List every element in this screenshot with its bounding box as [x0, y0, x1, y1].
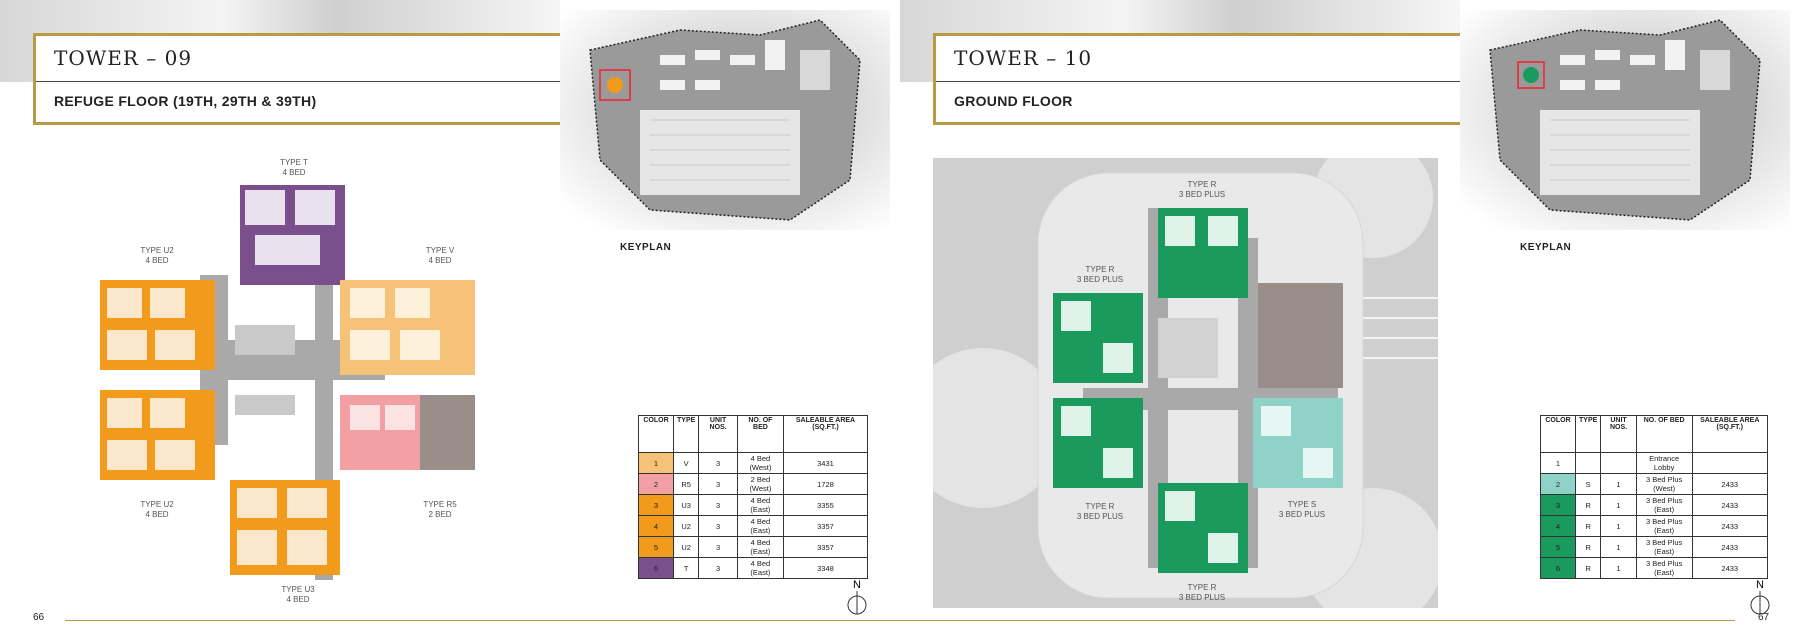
unit-type-v — [340, 280, 475, 375]
area-cell: 3355 — [783, 495, 867, 516]
unit-type-u2-bottom — [100, 390, 215, 480]
footer-rule — [900, 620, 1735, 621]
legend-header-cell: UNIT NOS. — [1601, 416, 1636, 453]
color-swatch-cell: 6 — [1541, 558, 1576, 579]
bed-cell: 4 Bed (East) — [737, 558, 783, 579]
type-cell: U2 — [674, 516, 699, 537]
footer-rule — [65, 620, 900, 621]
color-swatch-cell: 5 — [639, 537, 674, 558]
legend-row — [1541, 516, 1768, 537]
unit-count-cell: 3 — [699, 474, 738, 495]
bed-cell: 3 Bed Plus (East) — [1636, 516, 1692, 537]
page-number: 67 — [1758, 612, 1770, 623]
legend-row — [1541, 558, 1768, 579]
legend-row — [639, 537, 868, 558]
type-cell: T — [674, 558, 699, 579]
legend-row — [639, 474, 868, 495]
keyplan-label: KEYPLAN — [1520, 242, 1572, 253]
legend-header-cell: UNIT NOS. — [699, 416, 738, 453]
title-divider — [36, 81, 566, 82]
legend-header-row — [639, 416, 868, 453]
tower-title: TOWER – 09 — [54, 46, 193, 70]
unit-label-type-s: TYPE S 3 BED PLUS — [1278, 500, 1326, 519]
type-cell — [1576, 453, 1601, 474]
legend-row — [639, 516, 868, 537]
bed-cell: 3 Bed Plus (East) — [1636, 495, 1692, 516]
tower-10-floor-plan — [933, 158, 1438, 608]
type-cell: R — [1576, 537, 1601, 558]
floor-title: REFUGE FLOOR (19TH, 29TH & 39TH) — [54, 93, 317, 109]
area-cell: 2433 — [1692, 516, 1768, 537]
bed-cell: 4 Bed (East) — [737, 516, 783, 537]
legend-row — [1541, 453, 1768, 474]
unit-label-type-r-west-upper: TYPE R 3 BED PLUS — [1076, 265, 1124, 284]
legend-header-cell: SALEABLE AREA (SQ.FT.) — [783, 416, 867, 453]
color-swatch-cell: 6 — [639, 558, 674, 579]
area-cell — [1692, 453, 1768, 474]
unit-count-cell: 3 — [699, 516, 738, 537]
unit-type-u2-top — [100, 280, 215, 370]
type-cell: R — [1576, 495, 1601, 516]
unit-label-type-u2-top: TYPE U2 4 BED — [140, 246, 174, 265]
unit-count-cell: 3 — [699, 453, 738, 474]
legend-header-cell: NO. OF BED — [1636, 416, 1692, 453]
legend-row — [1541, 474, 1768, 495]
legend-row — [639, 558, 868, 579]
unit-label-type-r5: TYPE R5 2 BED — [423, 500, 457, 519]
unit-type-t — [240, 185, 345, 285]
type-cell: V — [674, 453, 699, 474]
tower-09-floor-plan — [95, 180, 515, 580]
unit-count-cell: 3 — [699, 537, 738, 558]
unit-type-r-west-upper — [1053, 293, 1143, 383]
unit-type-r-bottom — [1158, 483, 1248, 573]
unit-count-cell — [1601, 453, 1636, 474]
keyplan-map — [560, 10, 890, 230]
unit-count-cell: 1 — [1601, 537, 1636, 558]
legend-row — [639, 453, 868, 474]
north-compass-icon — [1748, 577, 1772, 617]
unit-label-type-r-top: TYPE R 3 BED PLUS — [1178, 180, 1226, 199]
area-cell: 2433 — [1692, 558, 1768, 579]
keyplan-map — [1460, 10, 1790, 230]
area-cell: 2433 — [1692, 474, 1768, 495]
color-swatch-cell: 2 — [639, 474, 674, 495]
color-swatch-cell: 2 — [1541, 474, 1576, 495]
unit-label-type-v: TYPE V 4 BED — [425, 246, 455, 265]
title-divider — [936, 81, 1466, 82]
unit-type-s — [1253, 398, 1343, 488]
legend-row — [639, 495, 868, 516]
bed-cell: Entrance Lobby — [1636, 453, 1692, 474]
area-cell: 2433 — [1692, 495, 1768, 516]
unit-count-cell: 1 — [1601, 558, 1636, 579]
type-cell: S — [1576, 474, 1601, 495]
area-cell: 2433 — [1692, 537, 1768, 558]
type-cell: R5 — [674, 474, 699, 495]
legend-header-row — [1541, 416, 1768, 453]
compass-label: N — [853, 579, 861, 591]
unit-type-r5 — [340, 395, 475, 470]
area-cell: 3431 — [783, 453, 867, 474]
legend-header-cell: SALEABLE AREA (SQ.FT.) — [1692, 416, 1768, 453]
bed-cell: 4 Bed (East) — [737, 495, 783, 516]
bed-cell: 4 Bed (West) — [737, 453, 783, 474]
color-swatch-cell: 4 — [1541, 516, 1576, 537]
legend-row — [1541, 495, 1768, 516]
color-swatch-cell: 1 — [1541, 453, 1576, 474]
area-cell: 3348 — [783, 558, 867, 579]
area-cell: 1728 — [783, 474, 867, 495]
floor-title: GROUND FLOOR — [954, 93, 1073, 109]
keyplan-label: KEYPLAN — [620, 242, 672, 253]
bed-cell: 4 Bed (East) — [737, 537, 783, 558]
legend-header-cell: COLOR — [639, 416, 674, 453]
unit-type-u3 — [230, 480, 340, 575]
color-swatch-cell: 5 — [1541, 537, 1576, 558]
compass-label: N — [1756, 579, 1764, 591]
color-swatch-cell: 1 — [639, 453, 674, 474]
unit-count-cell: 3 — [699, 495, 738, 516]
unit-label-type-t: TYPE T 4 BED — [280, 158, 308, 177]
unit-label-type-u3: TYPE U3 4 BED — [281, 585, 315, 604]
area-cell: 3357 — [783, 516, 867, 537]
unit-label-type-r-bottom: TYPE R 3 BED PLUS — [1178, 583, 1226, 602]
unit-legend-table — [1540, 415, 1768, 579]
page-number: 66 — [33, 612, 45, 623]
title-box — [933, 33, 1469, 125]
bed-cell: 3 Bed Plus (East) — [1636, 558, 1692, 579]
unit-count-cell: 1 — [1601, 516, 1636, 537]
legend-row — [1541, 537, 1768, 558]
unit-legend-table — [638, 415, 868, 579]
type-cell: U3 — [674, 495, 699, 516]
unit-count-cell: 3 — [699, 558, 738, 579]
area-cell: 3357 — [783, 537, 867, 558]
unit-label-type-u2-bottom: TYPE U2 4 BED — [140, 500, 174, 519]
unit-type-r-west-lower — [1053, 398, 1143, 488]
color-swatch-cell: 3 — [1541, 495, 1576, 516]
legend-header-cell: NO. OF BED — [737, 416, 783, 453]
page-67 — [900, 0, 1800, 642]
type-cell: R — [1576, 516, 1601, 537]
entrance-lobby — [1258, 283, 1343, 388]
legend-header-cell: COLOR — [1541, 416, 1576, 453]
north-compass-icon — [845, 577, 869, 617]
unit-type-r-top — [1158, 208, 1248, 298]
bed-cell: 2 Bed (West) — [737, 474, 783, 495]
unit-count-cell: 1 — [1601, 495, 1636, 516]
color-swatch-cell: 3 — [639, 495, 674, 516]
bed-cell: 3 Bed Plus (West) — [1636, 474, 1692, 495]
tower-title: TOWER – 10 — [954, 46, 1093, 70]
type-cell: R — [1576, 558, 1601, 579]
legend-header-cell: TYPE — [1576, 416, 1601, 453]
color-swatch-cell: 4 — [639, 516, 674, 537]
unit-label-type-r-west-lower: TYPE R 3 BED PLUS — [1076, 502, 1124, 521]
title-box — [33, 33, 569, 125]
legend-header-cell: TYPE — [674, 416, 699, 453]
unit-count-cell: 1 — [1601, 474, 1636, 495]
type-cell: U2 — [674, 537, 699, 558]
bed-cell: 3 Bed Plus (East) — [1636, 537, 1692, 558]
